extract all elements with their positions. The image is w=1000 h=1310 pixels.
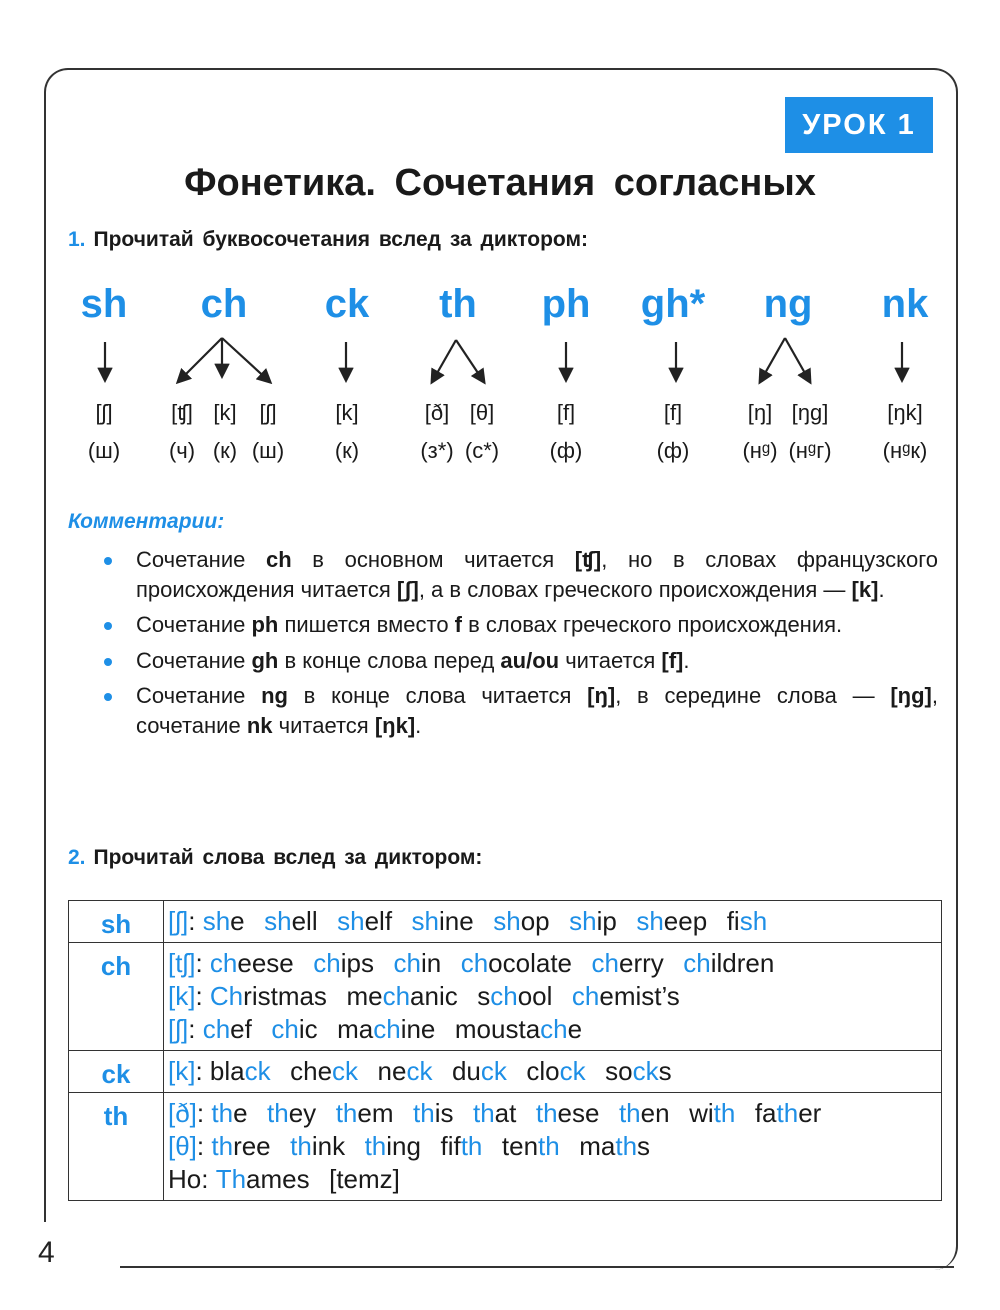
highlight-letters: ch — [490, 981, 518, 1011]
transcription: [ŋ] — [747, 400, 773, 425]
combo-ng: ng — [763, 282, 813, 326]
row-key: th — [69, 1093, 164, 1201]
highlight-letters: th — [713, 1098, 736, 1128]
russian-sound: (к) — [212, 438, 238, 463]
comment-text: в конце слова перед — [278, 647, 501, 673]
arrow-th-right — [456, 340, 484, 382]
highlight-letters: ck — [244, 1056, 271, 1086]
highlight-letters: [ʃ] — [168, 906, 189, 936]
comment-text: , а в словах греческого происхождения — — [418, 576, 852, 602]
comment-highlight: ng — [261, 683, 288, 708]
highlight-letters: ch — [202, 1014, 231, 1044]
highlight-letters: th — [460, 1131, 483, 1161]
arrow-ng-right — [785, 338, 810, 382]
highlight-letters: th — [335, 1098, 358, 1128]
word-line — [168, 947, 937, 980]
word-segment: ree — [233, 1131, 271, 1161]
combo-ck: ck — [324, 282, 370, 326]
russian-sound: (ч) — [168, 438, 196, 463]
russian-sound: (с*) — [464, 438, 500, 463]
comment-text: пишется вместо — [278, 612, 455, 637]
transcription: [θ] — [469, 400, 495, 425]
highlight-letters: sh — [569, 906, 597, 936]
comment-item — [102, 545, 938, 604]
highlight-letters: th — [535, 1098, 558, 1128]
word-segment: is — [434, 1098, 454, 1128]
word-segment: : — [195, 1056, 210, 1086]
combo-sh: sh — [80, 282, 128, 326]
word-segment: elf — [364, 906, 393, 936]
word-segment: in — [420, 948, 442, 978]
word-segment: so — [605, 1056, 633, 1086]
comment-text: Сочетание — [136, 547, 266, 572]
comment-text: , сочетание — [136, 683, 938, 738]
russian-sound: (з*) — [420, 438, 454, 463]
word-line — [168, 980, 937, 1013]
highlight-letters: Th — [215, 1164, 247, 1194]
highlight-letters: Ch — [209, 981, 244, 1011]
word-segment: em — [357, 1098, 394, 1128]
row-words — [164, 1093, 942, 1201]
bullet-icon — [104, 622, 112, 630]
word-segment: s — [637, 1131, 651, 1161]
word-segment: at — [494, 1098, 517, 1128]
comment-item — [102, 681, 938, 740]
word-segment: e — [233, 1098, 248, 1128]
comment-text: . — [683, 647, 690, 673]
comment-highlight: ch — [265, 547, 292, 572]
highlight-letters: ck — [632, 1056, 659, 1086]
row-words — [164, 1051, 942, 1093]
word-segment: ine — [400, 1014, 436, 1044]
comment-highlight: [ŋk] — [374, 712, 416, 738]
highlight-letters: th — [211, 1131, 234, 1161]
highlight-letters: th — [267, 1098, 289, 1128]
page-number: 4 — [38, 1236, 55, 1269]
comment-text: . — [415, 712, 422, 738]
highlight-letters: ck — [332, 1056, 359, 1086]
highlight-letters: sh — [636, 906, 664, 936]
word-segment: ma — [337, 1014, 374, 1044]
word-segment: emist’s — [599, 981, 680, 1011]
highlight-letters: ck — [559, 1056, 586, 1086]
word-segment: du — [451, 1056, 481, 1086]
task-1-text: Прочитай буквосочетания вслед за диктором: — [93, 228, 588, 251]
highlight-letters: [tʃ] — [168, 948, 196, 978]
comment-highlight: [ŋ] — [587, 683, 616, 708]
word-segment: : — [195, 981, 210, 1011]
arrows-layer — [0, 330, 1000, 390]
comment-text: читается — [272, 712, 375, 738]
word-line — [168, 1013, 937, 1046]
table-row — [69, 1051, 942, 1093]
word-segment: ten — [501, 1131, 539, 1161]
row-key: sh — [69, 901, 164, 943]
russian-sound: (ф) — [656, 438, 690, 463]
word-segment: clo — [526, 1056, 560, 1086]
word-segment: en — [640, 1098, 670, 1128]
highlight-letters: [k] — [168, 1056, 196, 1086]
russian-sound: (ф) — [549, 438, 583, 463]
page-title: Фонетика. Сочетания согласных — [184, 162, 816, 204]
transcription: [ð] — [424, 400, 450, 425]
word-line — [168, 1055, 937, 1088]
task-1-number: 1. — [68, 228, 86, 251]
highlight-letters: [k] — [168, 981, 196, 1011]
highlight-letters: ch — [382, 981, 411, 1011]
word-segment: ne — [377, 1056, 407, 1086]
word-segment: op — [520, 906, 550, 936]
highlight-letters: th — [413, 1098, 435, 1128]
word-segment: ames — [246, 1164, 310, 1194]
highlight-letters: th — [776, 1098, 799, 1128]
word-segment: ink — [311, 1131, 346, 1161]
word-segment: bla — [209, 1056, 245, 1086]
task-2-text: Прочитай слова вслед за диктором: — [93, 846, 483, 869]
highlight-letters: [ʃ] — [168, 1014, 189, 1044]
highlight-letters: ck — [480, 1056, 507, 1086]
comment-text: в словах греческого происхождения. — [462, 612, 843, 637]
comment-highlight: gh — [251, 647, 279, 673]
word-segment: : — [196, 1131, 212, 1161]
transcription: [ʃ] — [95, 400, 113, 425]
comment-text: читается — [559, 647, 662, 673]
transcription: [k] — [335, 400, 359, 425]
comment-highlight: ph — [251, 612, 279, 637]
word-segment: e — [567, 1014, 583, 1044]
highlight-letters: sh — [264, 906, 292, 936]
word-segment: s — [658, 1056, 672, 1086]
russian-sound: (к) — [334, 438, 360, 463]
transcription: [ʃ] — [259, 400, 277, 425]
word-line — [168, 905, 937, 938]
word-segment: che — [290, 1056, 333, 1086]
word-segment: ma — [579, 1131, 616, 1161]
table-row — [69, 943, 942, 1051]
highlight-letters: sh — [202, 906, 231, 936]
comment-text: Сочетание — [136, 683, 262, 708]
word-segment: eep — [663, 906, 708, 936]
transcription: [ŋg] — [791, 400, 829, 425]
bullet-icon — [104, 658, 112, 666]
word-segment: eese — [237, 948, 294, 978]
word-segment: wi — [689, 1098, 714, 1128]
highlight-letters: ch — [271, 1014, 299, 1044]
word-segment: ool — [517, 981, 553, 1011]
comments-heading: Комментарии: — [68, 510, 225, 533]
word-segment: fif — [440, 1131, 461, 1161]
bullet-icon — [104, 557, 112, 565]
highlight-letters: ch — [591, 948, 619, 978]
word-line — [168, 1163, 937, 1196]
word-line — [168, 1130, 937, 1163]
word-segment: ip — [596, 906, 617, 936]
comment-highlight: [k] — [851, 576, 879, 602]
russian-sound: (нᵍ) — [742, 438, 778, 463]
comment-text: , но в словах французского происхождения читается — [136, 547, 938, 602]
row-key: ch — [69, 943, 164, 1051]
word-segment: ildren — [710, 948, 775, 978]
russian-sound: (нᵍк) — [882, 438, 928, 463]
word-segment: s — [477, 981, 491, 1011]
highlight-letters: sh — [739, 906, 768, 936]
russian-sound: (нᵍг) — [788, 438, 832, 463]
highlight-letters: th — [472, 1098, 495, 1128]
highlight-letters: ck — [406, 1056, 433, 1086]
comment-text: Сочетание — [136, 612, 252, 637]
word-segment: ic — [298, 1014, 318, 1044]
word-segment: ese — [557, 1098, 600, 1128]
word-segment: : — [188, 1014, 203, 1044]
word-segment: ell — [291, 906, 318, 936]
highlight-letters: th — [364, 1131, 387, 1161]
word-segment: erry — [618, 948, 664, 978]
combo-th: th — [439, 282, 477, 326]
word-segment: ine — [439, 906, 474, 936]
comments-list — [102, 545, 938, 746]
word-segment: ristmas — [243, 981, 327, 1011]
task-2-heading — [68, 846, 482, 870]
task-1-heading — [68, 228, 588, 252]
comment-text: , в середине слова — — [615, 683, 891, 708]
transcription: [ʧ] — [171, 400, 193, 425]
word-segment: ey — [288, 1098, 317, 1128]
comment-item — [102, 646, 938, 676]
comment-highlight: [ŋg] — [890, 683, 932, 708]
word-segment: [temz] — [329, 1164, 400, 1194]
word-segment: : — [195, 948, 210, 978]
highlight-letters: th — [615, 1131, 638, 1161]
comment-highlight: f — [454, 612, 462, 637]
word-segment: ef — [230, 1014, 252, 1044]
highlight-letters: th — [290, 1131, 312, 1161]
word-segment: anic — [410, 981, 458, 1011]
row-words — [164, 901, 942, 943]
comment-text: Сочетание — [136, 647, 252, 673]
words-table — [68, 900, 942, 1201]
highlight-letters: ch — [209, 948, 238, 978]
highlight-letters: ch — [373, 1014, 401, 1044]
table-row — [69, 1093, 942, 1201]
comment-highlight: [ʃ] — [396, 576, 419, 602]
highlight-letters: ch — [313, 948, 341, 978]
word-segment: ocolate — [488, 948, 573, 978]
highlight-letters: ch — [571, 981, 600, 1011]
comment-highlight: nk — [246, 712, 273, 738]
highlight-letters: th — [538, 1131, 560, 1161]
word-segment: : — [188, 906, 203, 936]
arrow-ng-left — [760, 338, 785, 382]
task-2-number: 2. — [68, 846, 86, 869]
combo-ch: ch — [200, 282, 248, 326]
arrow-ch-right — [222, 338, 270, 382]
highlight-letters: ch — [460, 948, 489, 978]
highlight-letters: ch — [683, 948, 711, 978]
word-segment: mousta — [454, 1014, 541, 1044]
word-segment: er — [798, 1098, 822, 1128]
row-words — [164, 943, 942, 1051]
word-segment: me — [346, 981, 383, 1011]
lesson-badge: УРОК 1 — [785, 97, 933, 153]
highlight-letters: [θ] — [168, 1131, 197, 1161]
word-segment: : — [196, 1098, 212, 1128]
word-segment: ips — [340, 948, 374, 978]
combo-nk: nk — [881, 282, 929, 326]
highlight-letters: ch — [540, 1014, 568, 1044]
comment-text: в конце слова читается — [287, 683, 588, 708]
highlight-letters: th — [618, 1098, 641, 1128]
highlight-letters: sh — [411, 906, 440, 936]
bullet-icon — [104, 693, 112, 701]
word-segment: Но: — [168, 1164, 216, 1194]
word-segment: fi — [726, 906, 740, 936]
combo-gh: gh* — [640, 282, 706, 326]
highlight-letters: sh — [493, 906, 521, 936]
highlight-letters: sh — [337, 906, 365, 936]
comment-highlight: [ʧ] — [574, 547, 602, 572]
arrow-ch-left — [178, 338, 222, 382]
transcription: [f] — [663, 400, 683, 425]
comment-text: в основном читается — [291, 547, 575, 572]
word-segment: fa — [754, 1098, 777, 1128]
russian-sound: (ш) — [87, 438, 121, 463]
row-key: ck — [69, 1051, 164, 1093]
transcription: [ŋk] — [887, 400, 923, 425]
word-line — [168, 1097, 937, 1130]
highlight-letters: ch — [393, 948, 421, 978]
word-segment: ing — [386, 1131, 421, 1161]
table-row — [69, 901, 942, 943]
highlight-letters: [ð] — [168, 1098, 197, 1128]
transcription: [k] — [213, 400, 237, 425]
word-segment: e — [230, 906, 245, 936]
transcription: [f] — [556, 400, 576, 425]
comment-text: . — [878, 576, 885, 602]
footer-rule — [120, 1266, 954, 1268]
highlight-letters: th — [211, 1098, 234, 1128]
russian-sound: (ш) — [251, 438, 285, 463]
comment-highlight: au/ou — [500, 647, 560, 673]
combo-ph: ph — [541, 282, 591, 326]
comment-item — [102, 610, 938, 640]
arrow-th-left — [432, 340, 456, 382]
comment-highlight: [f] — [661, 647, 684, 673]
